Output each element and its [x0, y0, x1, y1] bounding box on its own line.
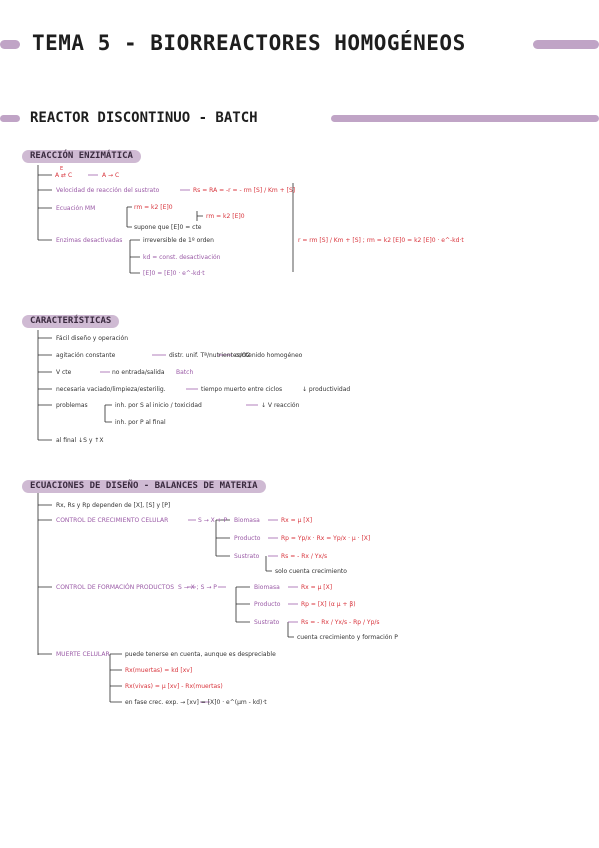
- crec-biomasa: Biomasa: [234, 517, 260, 524]
- car-item-4: necesaria vaciado/limpieza/esterilig.: [56, 386, 166, 393]
- form-producto-eq: Rp = [X] (α μ + β): [301, 601, 356, 608]
- car-item-2: agitación constante: [56, 352, 116, 359]
- supone-text: supone que [E]0 = cte: [134, 224, 202, 231]
- muerte-line-2: Rx(muertas) = kd [xv]: [125, 667, 193, 674]
- crec-nota: solo cuenta crecimiento: [275, 568, 347, 575]
- car-item-4-a: tiempo muerto entre ciclos: [201, 386, 283, 393]
- e-eq: [E]0 = [E]0 · e^-kd·t: [143, 270, 205, 277]
- enz-reaction-right: A → C: [102, 172, 120, 179]
- form-biomasa: Biomasa: [254, 584, 280, 591]
- enzimas-label: Enzimas desactivadas: [56, 237, 123, 244]
- car-item-5: problemas: [56, 402, 88, 409]
- crec-label: CONTROL DE CRECIMIENTO CELULAR: [56, 517, 169, 524]
- form-sustrato: Sustrato: [254, 619, 280, 626]
- crec-sustrato-eq: Rs = - Rx / Yx/s: [281, 553, 328, 560]
- car-item-3-b: Batch: [176, 369, 194, 376]
- muerte-line-3: Rx(vivas) = μ [xv] - Rx(muertas): [125, 683, 223, 690]
- velocidad-label: Velocidad de reacción del sustrato: [56, 187, 160, 194]
- muerte-line-1: puede tenerse en cuenta, aunque es despreciable: [125, 651, 276, 658]
- crec-producto: Producto: [234, 535, 261, 542]
- form-nota: cuenta crecimiento y formación P: [297, 634, 398, 641]
- crec-producto-eq: Rp = Yp/x · Rx = Yp/x · μ · [X]: [281, 535, 371, 542]
- form-biomasa-eq: Rx = μ [X]: [301, 584, 333, 591]
- car-item-2-a: distr. unif. Tª/nutrientes/O2: [169, 352, 251, 359]
- car-item-4-b: ↓ productividad: [302, 386, 351, 393]
- car-item-3-a: no entrada/salida: [112, 369, 165, 376]
- enz-reaction-left: A ⇄ C: [55, 172, 73, 179]
- ec-intro: Rx, Rs y Rp dependen de [X], [S] y [P]: [56, 502, 171, 509]
- form-path: S → X ; S → P: [178, 584, 217, 591]
- car-item-2-b: contenido homogéneo: [235, 352, 303, 359]
- car-item-3: V cte: [56, 369, 72, 376]
- car-item-7: al final ↓S y ↑X: [56, 437, 104, 444]
- irreversible-text: irreversible de 1º orden: [143, 237, 214, 244]
- car-item-5-b: ↓ V reacción: [261, 402, 300, 409]
- muerte-line-4: en fase crec. exp. → [xv] = [X]0 · e^(μm - kd)·t: [125, 699, 267, 706]
- crec-biomasa-eq: Rx = μ [X]: [281, 517, 313, 524]
- car-item-6-a: inh. por P al final: [115, 419, 166, 426]
- muerte-label: MUERTE CELULAR: [56, 651, 110, 658]
- section-ecuaciones: ECUACIONES DE DISEÑO - BALANCES DE MATERIA: [22, 480, 266, 493]
- final-eq: r = rm [S] / Km + [S] ; rm = k2 [E]0 = k2 [E]0 · e^-kd·t: [298, 237, 464, 244]
- velocidad-eq: Rs = RA = -r = - rm [S] / Km + [S]: [193, 187, 296, 194]
- form-producto: Producto: [254, 601, 281, 608]
- section-enzimatica: REACCIÓN ENZIMÁTICA: [22, 150, 141, 163]
- crec-path: S → X + P: [198, 517, 228, 524]
- section-caracteristicas: CARACTERÍSTICAS: [22, 315, 119, 328]
- enz-catalyst: E: [60, 166, 64, 172]
- kd-text: kd = const. desactivación: [143, 254, 221, 261]
- ecuacion-mm-label: Ecuación MM: [56, 205, 96, 212]
- form-label: CONTROL DE FORMACIÓN PRODUCTOS: [56, 584, 175, 591]
- crec-sustrato: Sustrato: [234, 553, 260, 560]
- section-title: REACTOR DISCONTINUO - BATCH: [30, 110, 258, 126]
- car-item-5-a: inh. por S al inicio / toxicidad: [115, 402, 202, 409]
- ecuacion-mm-eq: rm = k2 [E]0: [134, 204, 173, 211]
- car-item-1: Fácil diseño y operación: [56, 335, 129, 342]
- page-title: TEMA 5 - BIORREACTORES HOMOGÉNEOS: [32, 31, 466, 55]
- rm-eq: rm = k2 [E]0: [206, 213, 245, 220]
- form-sustrato-eq: Rs = - Rx / Yx/s - Rp / Yp/s: [301, 619, 380, 626]
